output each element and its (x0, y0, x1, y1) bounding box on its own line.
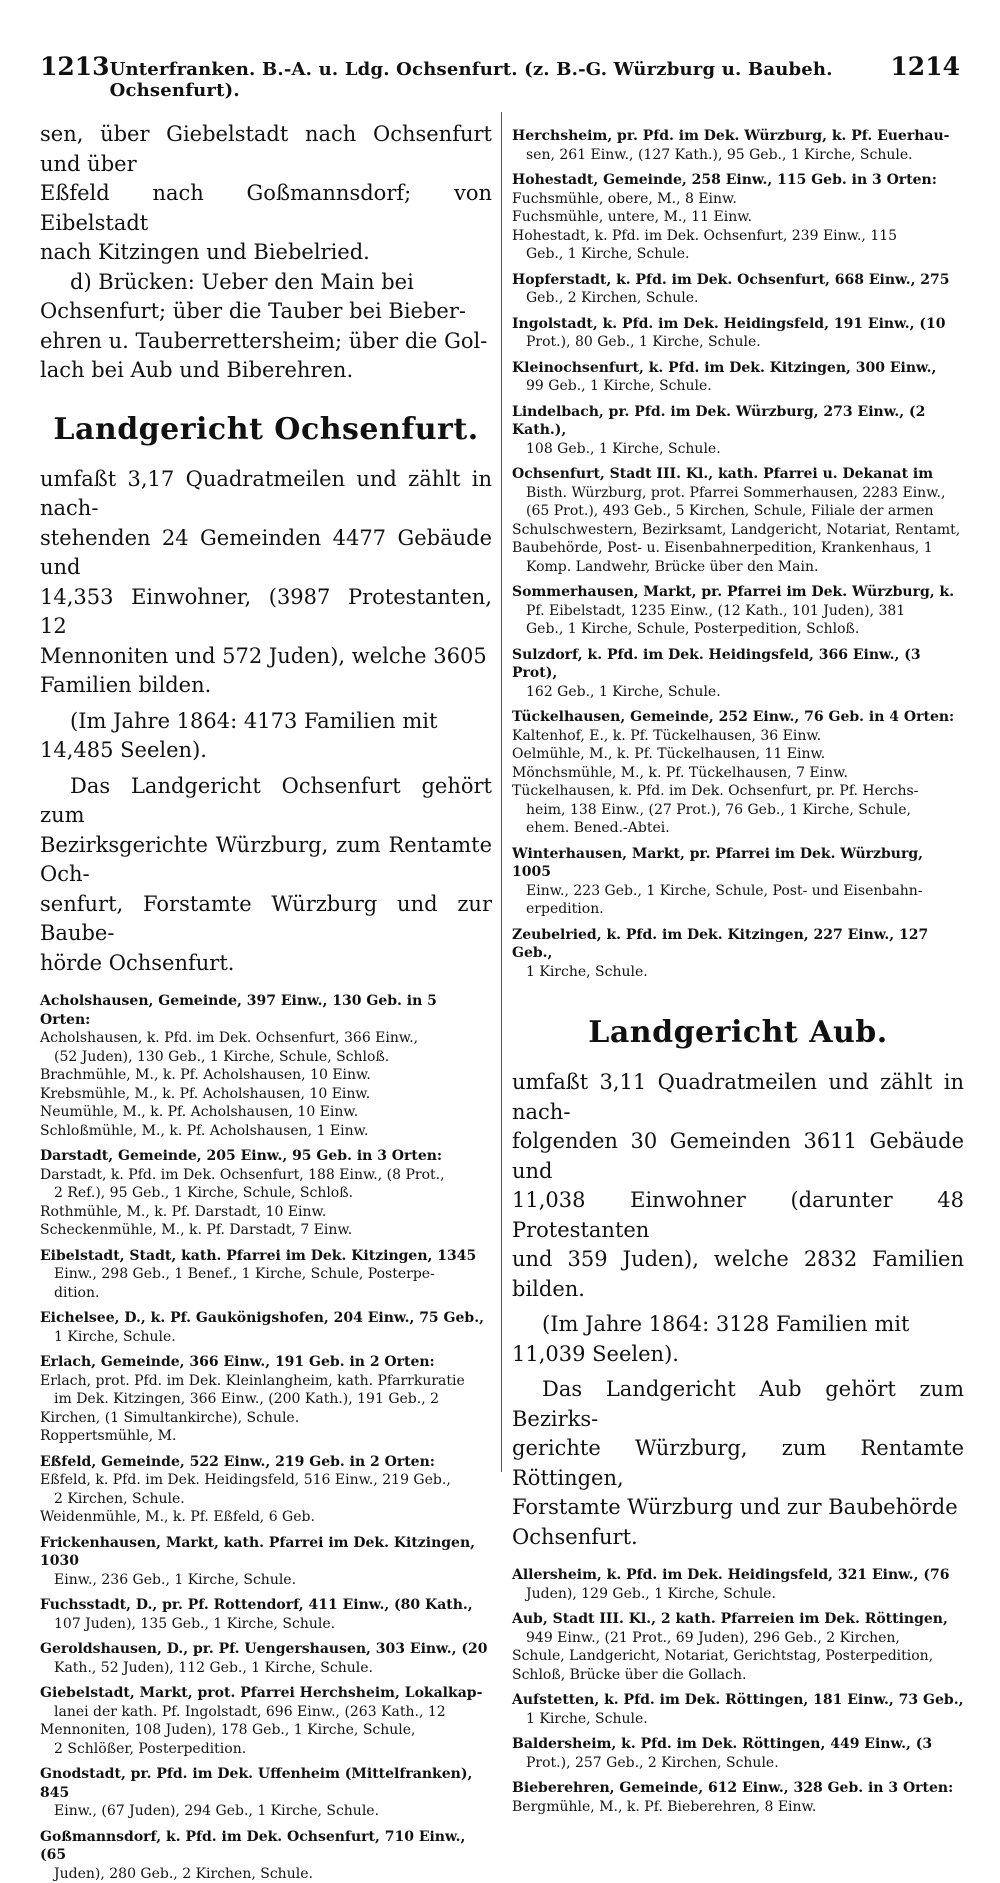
column-divider (501, 112, 502, 1472)
entry-line: Bergmühle, M., k. Pf. Bieberehren, 8 Einw. (512, 1798, 964, 1817)
entry-line: Krebsmühle, M., k. Pf. Acholshausen, 10 Einw. (40, 1085, 492, 1104)
entry-line: Rothmühle, M., k. Pf. Darstadt, 10 Einw. (40, 1203, 492, 1222)
entry-line: Komp. Landwehr, Brücke über den Main. (512, 558, 964, 577)
gazetteer-entry (512, 926, 964, 982)
text-line: Eßfeld nach Goßmannsdorf; von Eibelstadt (40, 179, 492, 238)
entry-title-line: Ingolstadt, k. Pfd. im Dek. Heidingsfeld, 191 Einw., (10 (512, 315, 964, 334)
section-heading-aub: Landgericht Aub. (512, 1015, 964, 1050)
entry-line: Fuchsmühle, untere, M., 11 Einw. (512, 208, 964, 227)
text-line: Ochsenfurt. (512, 1523, 964, 1553)
text-line: 11,039 Seelen). (512, 1340, 964, 1370)
gazetteer-entry (40, 1353, 492, 1446)
entry-line: 1 Kirche, Schule. (512, 1710, 964, 1729)
entry-line: Pf. Eibelstadt, 1235 Einw., (12 Kath., 101 Juden), 381 (512, 602, 964, 621)
entry-line: Schule, Landgericht, Notariat, Gerichtstag, Posterpedition, (512, 1647, 964, 1666)
gazetteer-entry (512, 127, 964, 164)
entry-line: lanei der kath. Pf. Ingolstadt, 696 Einw., (263 Kath., 12 (40, 1703, 492, 1722)
page-header (40, 52, 960, 92)
entry-line: Fuchsmühle, obere, M., 8 Einw. (512, 190, 964, 209)
gazetteer-entry (40, 1640, 492, 1677)
entry-line: Schloß, Brücke über die Gollach. (512, 1666, 964, 1685)
gazetteer-entry (512, 1566, 964, 1603)
gazetteer-entry (512, 271, 964, 308)
year-paragraph (40, 707, 492, 766)
entry-line: 2 Schlößer, Posterpedition. (40, 1740, 492, 1759)
entry-title-line: Frickenhausen, Markt, kath. Pfarrei im Dek. Kitzingen, 1030 (40, 1534, 492, 1571)
entry-line: heim, 138 Einw., (27 Prot.), 76 Geb., 1 Kirche, Schule, (512, 801, 964, 820)
entry-line: Baubehörde, Post- u. Eisenbahnerpedition, Krankenhaus, 1 (512, 539, 964, 558)
entry-title-line: Fuchsstadt, D., pr. Pf. Rottendorf, 411 Einw., (80 Kath., (40, 1596, 492, 1615)
belongs-paragraph (40, 772, 492, 979)
summary-paragraph (40, 465, 492, 701)
entry-title-line: Tückelhausen, Gemeinde, 252 Einw., 76 Geb. in 4 Orten: (512, 708, 964, 727)
entry-line: 2 Kirchen, Schule. (40, 1490, 492, 1509)
gazetteer-entry (512, 1779, 964, 1816)
entry-line: (65 Prot.), 493 Geb., 5 Kirchen, Schule, Filiale der armen (512, 502, 964, 521)
entry-title-line: Geroldshausen, D., pr. Pf. Uengershausen, 303 Einw., (20 (40, 1640, 492, 1659)
entry-title-line: Aufstetten, k. Pfd. im Dek. Röttingen, 181 Einw., 73 Geb., (512, 1691, 964, 1710)
text-line: Das Landgericht Aub gehört zum Bezirks- (512, 1375, 964, 1434)
entry-line: 107 Juden), 135 Geb., 1 Kirche, Schule. (40, 1615, 492, 1634)
entry-line: im Dek. Kitzingen, 366 Einw., (200 Kath.), 191 Geb., 2 (40, 1390, 492, 1409)
entry-line: 1 Kirche, Schule. (40, 1328, 492, 1347)
left-page-number: 1213 (40, 52, 110, 81)
entry-line: erpedition. (512, 900, 964, 919)
text-line: nach Kitzingen und Biebelried. (40, 238, 492, 268)
text-line: Familien bilden. (40, 671, 492, 701)
entries-list (512, 127, 964, 981)
entry-title-line: Sommerhausen, Markt, pr. Pfarrei im Dek. Würzburg, k. (512, 583, 964, 602)
gazetteer-entry (40, 1147, 492, 1240)
entry-line: 162 Geb., 1 Kirche, Schule. (512, 683, 964, 702)
text-line: Bezirksgerichte Würzburg, zum Rentamte Och- (40, 831, 492, 890)
text-line: Mennoniten und 572 Juden), welche 3605 (40, 642, 492, 672)
entry-title-line: Hohestadt, Gemeinde, 258 Einw., 115 Geb. in 3 Orten: (512, 171, 964, 190)
entry-title-line: Acholshausen, Gemeinde, 397 Einw., 130 Geb. in 5 Orten: (40, 992, 492, 1029)
text-line: senfurt, Forstamte Würzburg und zur Baube- (40, 890, 492, 949)
entry-line: Einw., 236 Geb., 1 Kirche, Schule. (40, 1571, 492, 1590)
entry-line: Einw., (67 Juden), 294 Geb., 1 Kirche, Schule. (40, 1802, 492, 1821)
entry-line: sen, 261 Einw., (127 Kath.), 95 Geb., 1 Kirche, Schule. (512, 146, 964, 165)
entry-title-line: Sulzdorf, k. Pfd. im Dek. Heidingsfeld, 366 Einw., (3 Prot), (512, 646, 964, 683)
entry-title-line: Goßmannsdorf, k. Pfd. im Dek. Ochsenfurt, 710 Einw., (65 (40, 1828, 492, 1865)
gazetteer-entry (512, 1735, 964, 1772)
entry-line: Brachmühle, M., k. Pf. Acholshausen, 10 Einw. (40, 1066, 492, 1085)
text-line: 11,038 Einwohner (darunter 48 Protestanten (512, 1186, 964, 1245)
entry-line: Geb., 2 Kirchen, Schule. (512, 289, 964, 308)
text-line: Das Landgericht Ochsenfurt gehört zum (40, 772, 492, 831)
gazetteer-entry (40, 1684, 492, 1758)
entry-title-line: Kleinochsenfurt, k. Pfd. im Dek. Kitzingen, 300 Einw., (512, 359, 964, 378)
gazetteer-entry (512, 465, 964, 576)
entry-title-line: Giebelstadt, Markt, prot. Pfarrei Herchsheim, Lokalkap- (40, 1684, 492, 1703)
gazetteer-entry (512, 845, 964, 919)
entry-line: Mönchsmühle, M., k. Pf. Tückelhausen, 7 Einw. (512, 764, 964, 783)
gazetteer-entry (40, 1247, 492, 1303)
entry-title-line: Erlach, Gemeinde, 366 Einw., 191 Geb. in 2 Orten: (40, 1353, 492, 1372)
text-line: hörde Ochsenfurt. (40, 949, 492, 979)
gazetteer-entry (512, 315, 964, 352)
entry-line: Schloßmühle, M., k. Pf. Acholshausen, 1 Einw. (40, 1122, 492, 1141)
gazetteer-entry (512, 646, 964, 702)
gazetteer-entry (512, 171, 964, 264)
entry-line: Prot.), 257 Geb., 2 Kirchen, Schule. (512, 1754, 964, 1773)
gazetteer-entry (40, 1453, 492, 1527)
text-line: (Im Jahre 1864: 3128 Familien mit (512, 1310, 964, 1340)
running-title: Unterfranken. B.-A. u. Ldg. Ochsenfurt. (z. B.-G. Würzburg u. Baubeh. Ochsenfurt). (110, 59, 891, 101)
entry-line: Prot.), 80 Geb., 1 Kirche, Schule. (512, 333, 964, 352)
entry-title-line: Allersheim, k. Pfd. im Dek. Heidingsfeld, 321 Einw., (76 (512, 1566, 964, 1585)
gazetteer-entry (40, 1596, 492, 1633)
entry-line: 2 Ref.), 95 Geb., 1 Kirche, Schule, Schloß. (40, 1184, 492, 1203)
entry-line: Darstadt, k. Pfd. im Dek. Ochsenfurt, 188 Einw., (8 Prot., (40, 1166, 492, 1185)
entry-line: Juden), 280 Geb., 2 Kirchen, Schule. (40, 1865, 492, 1883)
entry-line: Juden), 129 Geb., 1 Kirche, Schule. (512, 1585, 964, 1604)
text-line: folgenden 30 Gemeinden 3611 Gebäude und (512, 1127, 964, 1186)
text-line: ehren u. Tauberrettersheim; über die Gol- (40, 327, 492, 357)
gazetteer-entry (512, 359, 964, 396)
entry-line: Scheckenmühle, M., k. Pf. Darstadt, 7 Einw. (40, 1221, 492, 1240)
text-line: Forstamte Würzburg und zur Baubehörde (512, 1493, 964, 1523)
text-line: umfaßt 3,11 Quadratmeilen und zählt in nach- (512, 1068, 964, 1127)
gazetteer-entry (40, 1309, 492, 1346)
entry-line: ehem. Bened.-Abtei. (512, 819, 964, 838)
entry-title-line: Darstadt, Gemeinde, 205 Einw., 95 Geb. in 3 Orten: (40, 1147, 492, 1166)
entry-line: Eßfeld, k. Pfd. im Dek. Heidingsfeld, 516 Einw., 219 Geb., (40, 1471, 492, 1490)
section-heading-ochsenfurt: Landgericht Ochsenfurt. (40, 412, 492, 447)
text-line: stehenden 24 Gemeinden 4477 Gebäude und (40, 524, 492, 583)
entry-line: Hohestadt, k. Pfd. im Dek. Ochsenfurt, 239 Einw., 115 (512, 227, 964, 246)
entry-title-line: Gnodstadt, pr. Pfd. im Dek. Uffenheim (Mittelfranken), 845 (40, 1765, 492, 1802)
entry-line: Weidenmühle, M., k. Pf. Eßfeld, 6 Geb. (40, 1508, 492, 1527)
entry-line: Acholshausen, k. Pfd. im Dek. Ochsenfurt, 366 Einw., (40, 1029, 492, 1048)
gazetteer-entry (40, 992, 492, 1140)
entries-list (512, 1566, 964, 1816)
entry-line: 949 Einw., (21 Prot., 69 Juden), 296 Geb., 2 Kirchen, (512, 1629, 964, 1648)
entry-title-line: Hopferstadt, k. Pfd. im Dek. Ochsenfurt, 668 Einw., 275 (512, 271, 964, 290)
text-line: 14,353 Einwohner, (3987 Protestanten, 12 (40, 583, 492, 642)
entry-line: Bisth. Würzburg, prot. Pfarrei Sommerhausen, 2283 Einw., (512, 484, 964, 503)
right-column (512, 120, 964, 1816)
entry-line: (52 Juden), 130 Geb., 1 Kirche, Schule, Schloß. (40, 1048, 492, 1067)
entry-line: Erlach, prot. Pfd. im Dek. Kleinlangheim, kath. Pfarrkuratie (40, 1372, 492, 1391)
entry-line: Roppertsmühle, M. (40, 1427, 492, 1446)
text-line: 14,485 Seelen). (40, 736, 492, 766)
right-page-number: 1214 (890, 52, 960, 81)
entry-line: 1 Kirche, Schule. (512, 963, 964, 982)
entry-line: Kath., 52 Juden), 112 Geb., 1 Kirche, Schule. (40, 1659, 492, 1678)
entry-title-line: Zeubelried, k. Pfd. im Dek. Kitzingen, 227 Einw., 127 Geb., (512, 926, 964, 963)
entry-line: Schulschwestern, Bezirksamt, Landgericht, Notariat, Rentamt, (512, 521, 964, 540)
entry-title-line: Eibelstadt, Stadt, kath. Pfarrei im Dek. Kitzingen, 1345 (40, 1247, 492, 1266)
entries-list (40, 992, 492, 1883)
entry-line: dition. (40, 1284, 492, 1303)
entry-line: Neumühle, M., k. Pf. Acholshausen, 10 Einw. (40, 1103, 492, 1122)
gazetteer-entry (40, 1765, 492, 1821)
gazetteer-entry (512, 583, 964, 639)
text-line: lach bei Aub und Biberehren. (40, 356, 492, 386)
gazetteer-entry (40, 1828, 492, 1883)
entry-title-line: Eßfeld, Gemeinde, 522 Einw., 219 Geb. in 2 Orten: (40, 1453, 492, 1472)
entry-title-line: Herchsheim, pr. Pfd. im Dek. Würzburg, k. Pf. Euerhau- (512, 127, 964, 146)
text-line: (Im Jahre 1864: 4173 Familien mit (40, 707, 492, 737)
entry-line: 108 Geb., 1 Kirche, Schule. (512, 440, 964, 459)
entry-title-line: Lindelbach, pr. Pfd. im Dek. Würzburg, 273 Einw., (2 Kath.), (512, 403, 964, 440)
intro-paragraph (40, 120, 492, 268)
gazetteer-entry (512, 708, 964, 838)
text-line: d) Brücken: Ueber den Main bei (40, 268, 492, 298)
text-line: gerichte Würzburg, zum Rentamte Röttingen, (512, 1434, 964, 1493)
entry-line: Mennoniten, 108 Juden), 178 Geb., 1 Kirche, Schule, (40, 1721, 492, 1740)
entry-line: Einw., 298 Geb., 1 Benef., 1 Kirche, Schule, Posterpe- (40, 1265, 492, 1284)
text-line: sen, über Giebelstadt nach Ochsenfurt und über (40, 120, 492, 179)
left-column (40, 120, 492, 1883)
gazetteer-entry (40, 1534, 492, 1590)
text-line: Ochsenfurt; über die Tauber bei Bieber- (40, 297, 492, 327)
summary-paragraph (512, 1068, 964, 1304)
gazetteer-entry (512, 1610, 964, 1684)
entry-title-line: Bieberehren, Gemeinde, 612 Einw., 328 Geb. in 3 Orten: (512, 1779, 964, 1798)
gazetteer-entry (512, 1691, 964, 1728)
entry-line: Einw., 223 Geb., 1 Kirche, Schule, Post- und Eisenbahn- (512, 882, 964, 901)
entry-title-line: Winterhausen, Markt, pr. Pfarrei im Dek. Würzburg, 1005 (512, 845, 964, 882)
entry-title-line: Aub, Stadt III. Kl., 2 kath. Pfarreien im Dek. Röttingen, (512, 1610, 964, 1629)
bridges-paragraph (40, 268, 492, 386)
belongs-paragraph (512, 1375, 964, 1552)
entry-line: Oelmühle, M., k. Pf. Tückelhausen, 11 Einw. (512, 745, 964, 764)
entry-line: Tückelhausen, k. Pfd. im Dek. Ochsenfurt, pr. Pf. Herchs- (512, 782, 964, 801)
entry-title-line: Ochsenfurt, Stadt III. Kl., kath. Pfarrei u. Dekanat im (512, 465, 964, 484)
entry-line: Kirchen, (1 Simultankirche), Schule. (40, 1409, 492, 1428)
entry-line: Geb., 1 Kirche, Schule, Posterpedition, Schloß. (512, 620, 964, 639)
gazetteer-entry (512, 403, 964, 459)
text-line: und 359 Juden), welche 2832 Familien bilden. (512, 1245, 964, 1304)
entry-line: Kaltenhof, E., k. Pf. Tückelhausen, 36 Einw. (512, 727, 964, 746)
year-paragraph (512, 1310, 964, 1369)
entry-title-line: Baldersheim, k. Pfd. im Dek. Röttingen, 449 Einw., (3 (512, 1735, 964, 1754)
text-line: umfaßt 3,17 Quadratmeilen und zählt in nach- (40, 465, 492, 524)
entry-line: Geb., 1 Kirche, Schule. (512, 245, 964, 264)
entry-title-line: Eichelsee, D., k. Pf. Gaukönigshofen, 204 Einw., 75 Geb., (40, 1309, 492, 1328)
entry-line: 99 Geb., 1 Kirche, Schule. (512, 377, 964, 396)
